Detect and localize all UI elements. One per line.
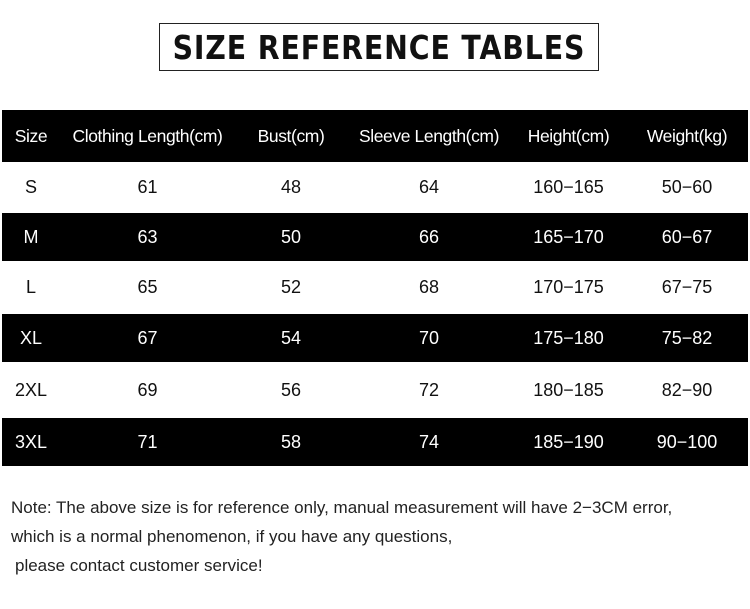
cell-height: 160−165: [533, 177, 604, 197]
table-row: [2, 362, 748, 418]
cell-bust: 50: [280, 226, 302, 247]
cell-sleeve-length: 64: [418, 177, 440, 197]
cell-weight: 90−100: [656, 431, 718, 452]
cell-sleeve-length: 74: [418, 431, 440, 452]
page-title: SIZE REFERENCE TABLES: [172, 27, 586, 67]
cell-bust: 48: [280, 177, 302, 197]
cell-size: M: [23, 226, 39, 247]
cell-size: XL: [19, 327, 43, 348]
table-row: [2, 418, 748, 466]
cell-sleeve-length: 66: [418, 226, 440, 247]
size-table: [2, 110, 748, 466]
cell-weight: 50−60: [661, 177, 713, 197]
cell-height: 165−170: [533, 226, 604, 247]
header-height: Height(cm): [527, 125, 610, 146]
cell-clothing-length: 61: [137, 177, 158, 197]
header-bust: Bust(cm): [257, 125, 325, 146]
cell-size: L: [25, 277, 36, 297]
cell-height: 180−185: [533, 379, 604, 400]
cell-bust: 52: [280, 277, 302, 297]
cell-clothing-length: 71: [137, 431, 158, 452]
table-row: [2, 261, 748, 314]
note-line: which is a normal phenomenon, if you have any questions,: [11, 527, 453, 546]
cell-sleeve-length: 68: [418, 277, 440, 297]
cell-bust: 58: [280, 431, 302, 452]
header-sleeve-length: Sleeve Length(cm): [358, 125, 500, 146]
cell-size: 3XL: [14, 431, 48, 452]
header-weight: Weight(kg): [646, 125, 728, 146]
cell-weight: 60−67: [661, 226, 713, 247]
cell-height: 185−190: [533, 431, 604, 452]
header-clothing-length: Clothing Length(cm): [72, 125, 223, 146]
cell-size: S: [24, 177, 37, 197]
cell-weight: 75−82: [661, 327, 713, 348]
note-line: Note: The above size is for reference only, manual measurement will have 2−3CM error,: [11, 498, 673, 517]
cell-size: 2XL: [14, 379, 48, 400]
header-size: Size: [14, 125, 48, 146]
table-row: [2, 213, 748, 261]
cell-clothing-length: 65: [137, 277, 158, 297]
cell-weight: 67−75: [661, 277, 713, 297]
table-row: [2, 314, 748, 362]
cell-height: 175−180: [533, 327, 604, 348]
cell-bust: 56: [280, 379, 302, 400]
cell-height: 170−175: [533, 277, 604, 297]
note-line: please contact customer service!: [15, 556, 263, 575]
cell-sleeve-length: 72: [418, 379, 440, 400]
table-row: [2, 162, 748, 213]
cell-bust: 54: [280, 327, 302, 348]
cell-clothing-length: 69: [137, 379, 158, 400]
size-note: [11, 493, 741, 580]
cell-weight: 82−90: [661, 379, 713, 400]
table-header-row: [2, 110, 748, 162]
cell-sleeve-length: 70: [418, 327, 440, 348]
cell-clothing-length: 63: [137, 226, 158, 247]
title-box: [159, 23, 599, 71]
cell-clothing-length: 67: [137, 327, 158, 348]
